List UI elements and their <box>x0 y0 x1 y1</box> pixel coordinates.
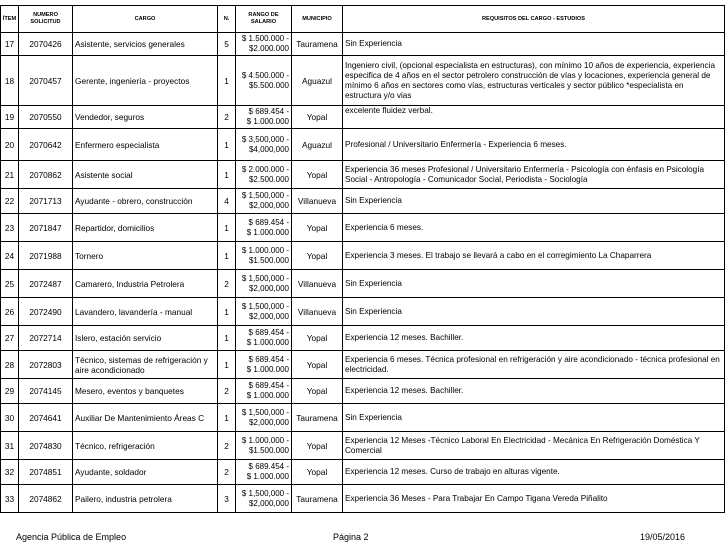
header-n: N. <box>218 6 236 33</box>
cell-municipio: Tauramena <box>292 404 343 432</box>
salary-max: $2,000,000 <box>248 283 289 293</box>
table-row <box>1 460 725 485</box>
cell-salario <box>236 379 292 404</box>
table-row <box>1 106 725 129</box>
cell-numero: 2070457 <box>19 56 73 106</box>
cell-item: 19 <box>1 106 19 129</box>
cell-item: 22 <box>1 189 19 214</box>
salary-max: $ 1.000.000 <box>246 364 289 374</box>
cell-cargo: Lavandero, lavandería - manual <box>73 298 218 326</box>
header-requisitos: REQUISITOS DEL CARGO - ESTUDIOS <box>343 6 725 33</box>
cell-cargo: Asistente social <box>73 161 218 189</box>
cell-cargo: Enfermero especialista <box>73 129 218 161</box>
table-row <box>1 214 725 242</box>
table-row <box>1 161 725 189</box>
salary-min: $ 689.454 - <box>248 328 289 337</box>
table-row <box>1 242 725 270</box>
cell-item: 23 <box>1 214 19 242</box>
cell-cargo: Islero, estación servicio <box>73 326 218 351</box>
table-row <box>1 270 725 298</box>
salary-min: $ 3,500,000 - <box>241 134 289 144</box>
cell-item: 24 <box>1 242 19 270</box>
cell-cargo: Asistente, servicios generales <box>73 33 218 56</box>
cell-numero: 2071847 <box>19 214 73 242</box>
salary-max: $2.500.000 <box>248 174 289 184</box>
cell-cargo: Ayudante - obrero, construcción <box>73 189 218 214</box>
cell-municipio: Aguazul <box>292 56 343 106</box>
cell-n: 2 <box>218 270 236 298</box>
cell-numero: 2074851 <box>19 460 73 485</box>
cell-item: 31 <box>1 432 19 460</box>
cell-item: 20 <box>1 129 19 161</box>
cell-cargo: Tornero <box>73 242 218 270</box>
cell-numero: 2072487 <box>19 270 73 298</box>
cell-item: 26 <box>1 298 19 326</box>
cell-salario <box>236 189 292 214</box>
cell-numero: 2074145 <box>19 379 73 404</box>
salary-min: $ 689.454 - <box>248 217 289 227</box>
cell-numero: 2071988 <box>19 242 73 270</box>
cell-municipio: Villanueva <box>292 270 343 298</box>
cell-salario <box>236 298 292 326</box>
cell-requisitos: Experiencia 6 meses. Técnica profesional en refrigeración y aire acondicionado - técnica profesional en electricidad. <box>343 351 725 379</box>
salary-min: $ 689.454 - <box>248 462 289 471</box>
cell-n: 1 <box>218 326 236 351</box>
table-row <box>1 189 725 214</box>
cell-item: 33 <box>1 485 19 513</box>
cell-n: 1 <box>218 129 236 161</box>
cell-cargo: Auxiliar De Mantenimiento Áreas C <box>73 404 218 432</box>
footer-page-number: Página 2 <box>333 532 369 542</box>
salary-min: $ 1,500,000 - <box>241 191 289 200</box>
cell-item: 29 <box>1 379 19 404</box>
cell-n: 5 <box>218 33 236 56</box>
table-row <box>1 56 725 106</box>
cell-municipio: Tauramena <box>292 33 343 56</box>
salary-min: $ 1.500.000 - <box>241 34 289 43</box>
cell-item: 25 <box>1 270 19 298</box>
cell-numero: 2070550 <box>19 106 73 129</box>
table-row <box>1 379 725 404</box>
cell-numero: 2072803 <box>19 351 73 379</box>
salary-min: $ 1,500,000 - <box>241 488 289 498</box>
salary-max: $ 1.000.000 <box>246 472 289 481</box>
salary-min: $ 689.454 - <box>248 381 289 390</box>
cell-cargo: Ayudante, soldador <box>73 460 218 485</box>
salary-max: $ 1.000.000 <box>246 391 289 400</box>
salary-min: $ 689.454 - <box>248 354 289 364</box>
cell-requisitos: Sin Experiencia <box>343 189 725 214</box>
cell-salario <box>236 485 292 513</box>
cell-requisitos: Experiencia 12 meses. Bachiller. <box>343 379 725 404</box>
table-row <box>1 404 725 432</box>
cell-numero: 2074641 <box>19 404 73 432</box>
table-row <box>1 326 725 351</box>
salary-min: $ 689.454 - <box>248 107 289 116</box>
cell-requisitos: Sin Experiencia <box>343 404 725 432</box>
cell-salario <box>236 129 292 161</box>
cell-salario <box>236 404 292 432</box>
cell-requisitos: Ingeniero civil, (opcional especialista en estructuras), con mínimo 10 años de experiencia, experiencia especifica de 4 años en el sector petrolero construcción de vías y locaciones, experiencia general de mínimo 6 años en sectores como vías, estructuras verticales y sector público *especialista en estructura y/o vias <box>343 56 725 106</box>
header-item: ÍTEM <box>1 6 19 33</box>
salary-max: $2,000,000 <box>248 498 289 508</box>
cell-n: 2 <box>218 106 236 129</box>
cell-salario <box>236 460 292 485</box>
cell-n: 1 <box>218 161 236 189</box>
footer-agency: Agencia Pública de Empleo <box>16 532 127 542</box>
cell-salario <box>236 56 292 106</box>
salary-max: $2,000,000 <box>248 201 289 210</box>
salary-max: $2.000.000 <box>248 44 289 53</box>
cell-salario <box>236 33 292 56</box>
header-rango-salario: RANGO DE SALARIO <box>236 6 292 33</box>
table-header-row <box>1 6 725 33</box>
cell-item: 18 <box>1 56 19 106</box>
salary-max: $2,000,000 <box>248 417 289 427</box>
footer-date: 19/05/2016 <box>640 532 686 542</box>
cell-municipio: Yopal <box>292 242 343 270</box>
cell-cargo: Mesero, eventos y banquetes <box>73 379 218 404</box>
cell-requisitos: Experiencia 12 meses. Bachiller. <box>343 326 725 351</box>
salary-min: $ 4.500.000 - <box>241 70 289 80</box>
salary-min: $ 1.000.000 - <box>241 245 289 255</box>
cell-item: 17 <box>1 33 19 56</box>
cell-n: 2 <box>218 379 236 404</box>
cell-n: 1 <box>218 214 236 242</box>
cell-municipio: Tauramena <box>292 485 343 513</box>
cell-cargo: Vendedor, seguros <box>73 106 218 129</box>
cell-cargo: Camarero, Industria Petrolera <box>73 270 218 298</box>
salary-min: $ 1,500,000 - <box>241 301 289 311</box>
cell-numero: 2072490 <box>19 298 73 326</box>
salary-max: $1.500.000 <box>248 255 289 265</box>
cell-salario <box>236 432 292 460</box>
salary-max: $1.500.000 <box>248 445 289 455</box>
salary-max: $5.500.000 <box>248 80 289 90</box>
cell-n: 1 <box>218 56 236 106</box>
cell-n: 1 <box>218 298 236 326</box>
cell-salario <box>236 106 292 129</box>
cell-numero: 2070426 <box>19 33 73 56</box>
cell-municipio: Yopal <box>292 379 343 404</box>
cell-cargo: Gerente, ingeniería - proyectos <box>73 56 218 106</box>
salary-min: $ 1,500,000 - <box>241 273 289 283</box>
cell-requisitos: Experiencia 3 meses. El trabajo se llevará a cabo en el corregimiento La Chaparrera <box>343 242 725 270</box>
cell-cargo: Repartidor, domicilios <box>73 214 218 242</box>
table-row <box>1 298 725 326</box>
salary-max: $ 1.000.000 <box>246 338 289 347</box>
cell-requisitos: Experiencia 12 meses. Curso de trabajo en alturas vigente. <box>343 460 725 485</box>
cell-municipio: Villanueva <box>292 298 343 326</box>
cell-cargo: Pailero, industria petrolera <box>73 485 218 513</box>
cell-municipio: Yopal <box>292 351 343 379</box>
cell-requisitos: Experiencia 36 meses Profesional / Universitario Enfermería - Psicología con énfasis en Psicología Social - Antropología - Comunicador Social, Periodista - Sociología <box>343 161 725 189</box>
salary-min: $ 1,500,000 - <box>241 407 289 417</box>
cell-n: 1 <box>218 351 236 379</box>
cell-requisitos: Experiencia 36 Meses - Para Trabajar En Campo Tigana Vereda Piñalito <box>343 485 725 513</box>
cell-requisitos: Profesional / Universitario Enfermería - Experiencia 6 meses. <box>343 129 725 161</box>
header-municipio: MUNICIPIO <box>292 6 343 33</box>
cell-salario <box>236 351 292 379</box>
cell-n: 3 <box>218 485 236 513</box>
cell-cargo: Técnico, sistemas de refrigeración y aire acondicionado <box>73 351 218 379</box>
salary-max: $2,000,000 <box>248 311 289 321</box>
cell-item: 30 <box>1 404 19 432</box>
table-row <box>1 485 725 513</box>
job-openings-table <box>0 5 725 513</box>
salary-max: $ 1.000.000 <box>246 227 289 237</box>
salary-max: $4,000,000 <box>248 144 289 154</box>
cell-cargo: Técnico, refrigeración <box>73 432 218 460</box>
cell-requisitos: excelente fluidez verbal. <box>343 106 725 129</box>
cell-municipio: Aguazul <box>292 129 343 161</box>
table-row <box>1 33 725 56</box>
cell-n: 4 <box>218 189 236 214</box>
cell-numero: 2072714 <box>19 326 73 351</box>
cell-item: 28 <box>1 351 19 379</box>
table-row <box>1 351 725 379</box>
cell-salario <box>236 242 292 270</box>
cell-municipio: Yopal <box>292 326 343 351</box>
cell-item: 21 <box>1 161 19 189</box>
cell-n: 2 <box>218 460 236 485</box>
cell-numero: 2071713 <box>19 189 73 214</box>
salary-min: $ 1.000.000 - <box>241 435 289 445</box>
table-row <box>1 129 725 161</box>
cell-requisitos: Experiencia 6 meses. <box>343 214 725 242</box>
header-cargo: CARGO <box>73 6 218 33</box>
salary-max: $ 1.000.000 <box>246 117 289 126</box>
cell-n: 2 <box>218 432 236 460</box>
cell-numero: 2070862 <box>19 161 73 189</box>
cell-salario <box>236 161 292 189</box>
cell-municipio: Villanueva <box>292 189 343 214</box>
cell-salario <box>236 214 292 242</box>
cell-numero: 2074862 <box>19 485 73 513</box>
salary-min: $ 2.000.000 - <box>241 164 289 174</box>
cell-salario <box>236 326 292 351</box>
cell-municipio: Yopal <box>292 214 343 242</box>
cell-salario <box>236 270 292 298</box>
table-row <box>1 432 725 460</box>
cell-municipio: Yopal <box>292 161 343 189</box>
cell-n: 1 <box>218 404 236 432</box>
cell-numero: 2074830 <box>19 432 73 460</box>
cell-requisitos: Sin Experiencia <box>343 270 725 298</box>
cell-n: 1 <box>218 242 236 270</box>
header-numero-solicitud: NUMERO SOLICITUD <box>19 6 73 33</box>
cell-requisitos: Sin Experiencia <box>343 298 725 326</box>
cell-municipio: Yopal <box>292 432 343 460</box>
cell-requisitos: Sin Experiencia <box>343 33 725 56</box>
cell-municipio: Yopal <box>292 460 343 485</box>
cell-item: 27 <box>1 326 19 351</box>
cell-requisitos: Experiencia 12 Meses -Técnico Laboral En Electricidad - Mecánica En Refrigeración Doméstica Y Comercial <box>343 432 725 460</box>
cell-municipio: Yopal <box>292 106 343 129</box>
cell-item: 32 <box>1 460 19 485</box>
cell-numero: 2070642 <box>19 129 73 161</box>
